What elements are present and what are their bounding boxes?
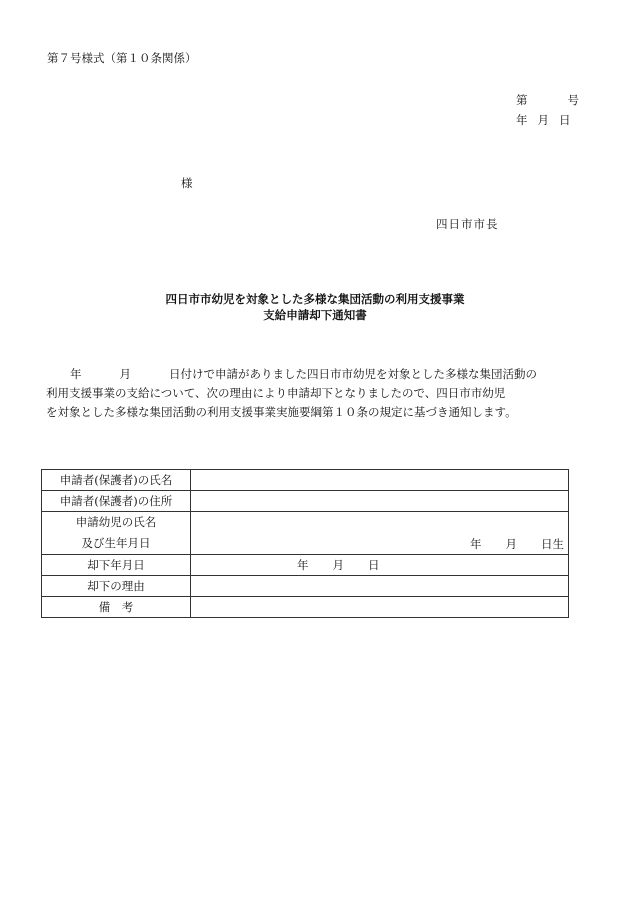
child-name-birthdate-label [42,512,191,555]
document-number-suffix: 号 [567,93,579,107]
title-line-1: 四日市市幼児を対象とした多様な集団活動の利用支援事業 [165,292,465,306]
document-number-prefix: 第 [516,93,528,107]
addressee-honorific: 様 [181,176,193,190]
document-date [516,112,571,128]
table-row [42,576,569,597]
remarks-value [191,597,569,618]
table-row [42,512,569,555]
document-date-year: 年 [516,113,528,127]
child-name-label: 申請幼児の氏名 [75,515,157,529]
applicant-address-value [191,491,569,512]
birth-day: 日生 [541,537,564,551]
body-line-3: を対象とした多様な集団活動の利用支援事業実施要綱第１０条の規定に基づき通知します。 [46,405,517,419]
body-month: 月 [119,367,131,381]
table-row [42,597,569,618]
document-date-day: 日 [559,113,571,127]
applicant-name-label: 申請者(保護者)の氏名 [42,470,191,491]
title-line-2: 支給申請却下通知書 [263,308,367,322]
birth-month: 月 [505,537,517,551]
document-title [0,291,630,323]
table-row [42,491,569,512]
body-line-1-text: 日付けで申請がありました四日市市幼児を対象とした多様な集団活動の [169,367,537,381]
rejection-month: 月 [332,558,344,572]
applicant-name-value [191,470,569,491]
rejection-date-value [191,555,569,576]
rejection-reason-label: 却下の理由 [42,576,191,597]
body-line-2: 利用支援事業の支給について、次の理由により申請却下となりましたので、四日市市幼児 [46,386,506,400]
table-row [42,555,569,576]
rejection-day: 日 [368,558,380,572]
body-line-1 [46,365,596,384]
body-year: 年 [70,367,82,381]
document-date-month: 月 [537,113,549,127]
table-row [42,470,569,491]
birth-year: 年 [470,537,482,551]
child-birthdate-label: 及び生年月日 [81,536,151,550]
applicant-address-label: 申請者(保護者)の住所 [42,491,191,512]
rejection-reason-value [191,576,569,597]
remarks-label: 備 考 [42,597,191,618]
notice-details-table [41,469,569,618]
form-number: 第７号様式（第１０条関係） [47,51,197,65]
child-name-birthdate-value [191,512,569,555]
rejection-year: 年 [297,558,309,572]
sender-name: 四日市市長 [436,217,499,231]
notice-body [46,365,596,422]
document-number [516,92,579,108]
rejection-date-label: 却下年月日 [42,555,191,576]
